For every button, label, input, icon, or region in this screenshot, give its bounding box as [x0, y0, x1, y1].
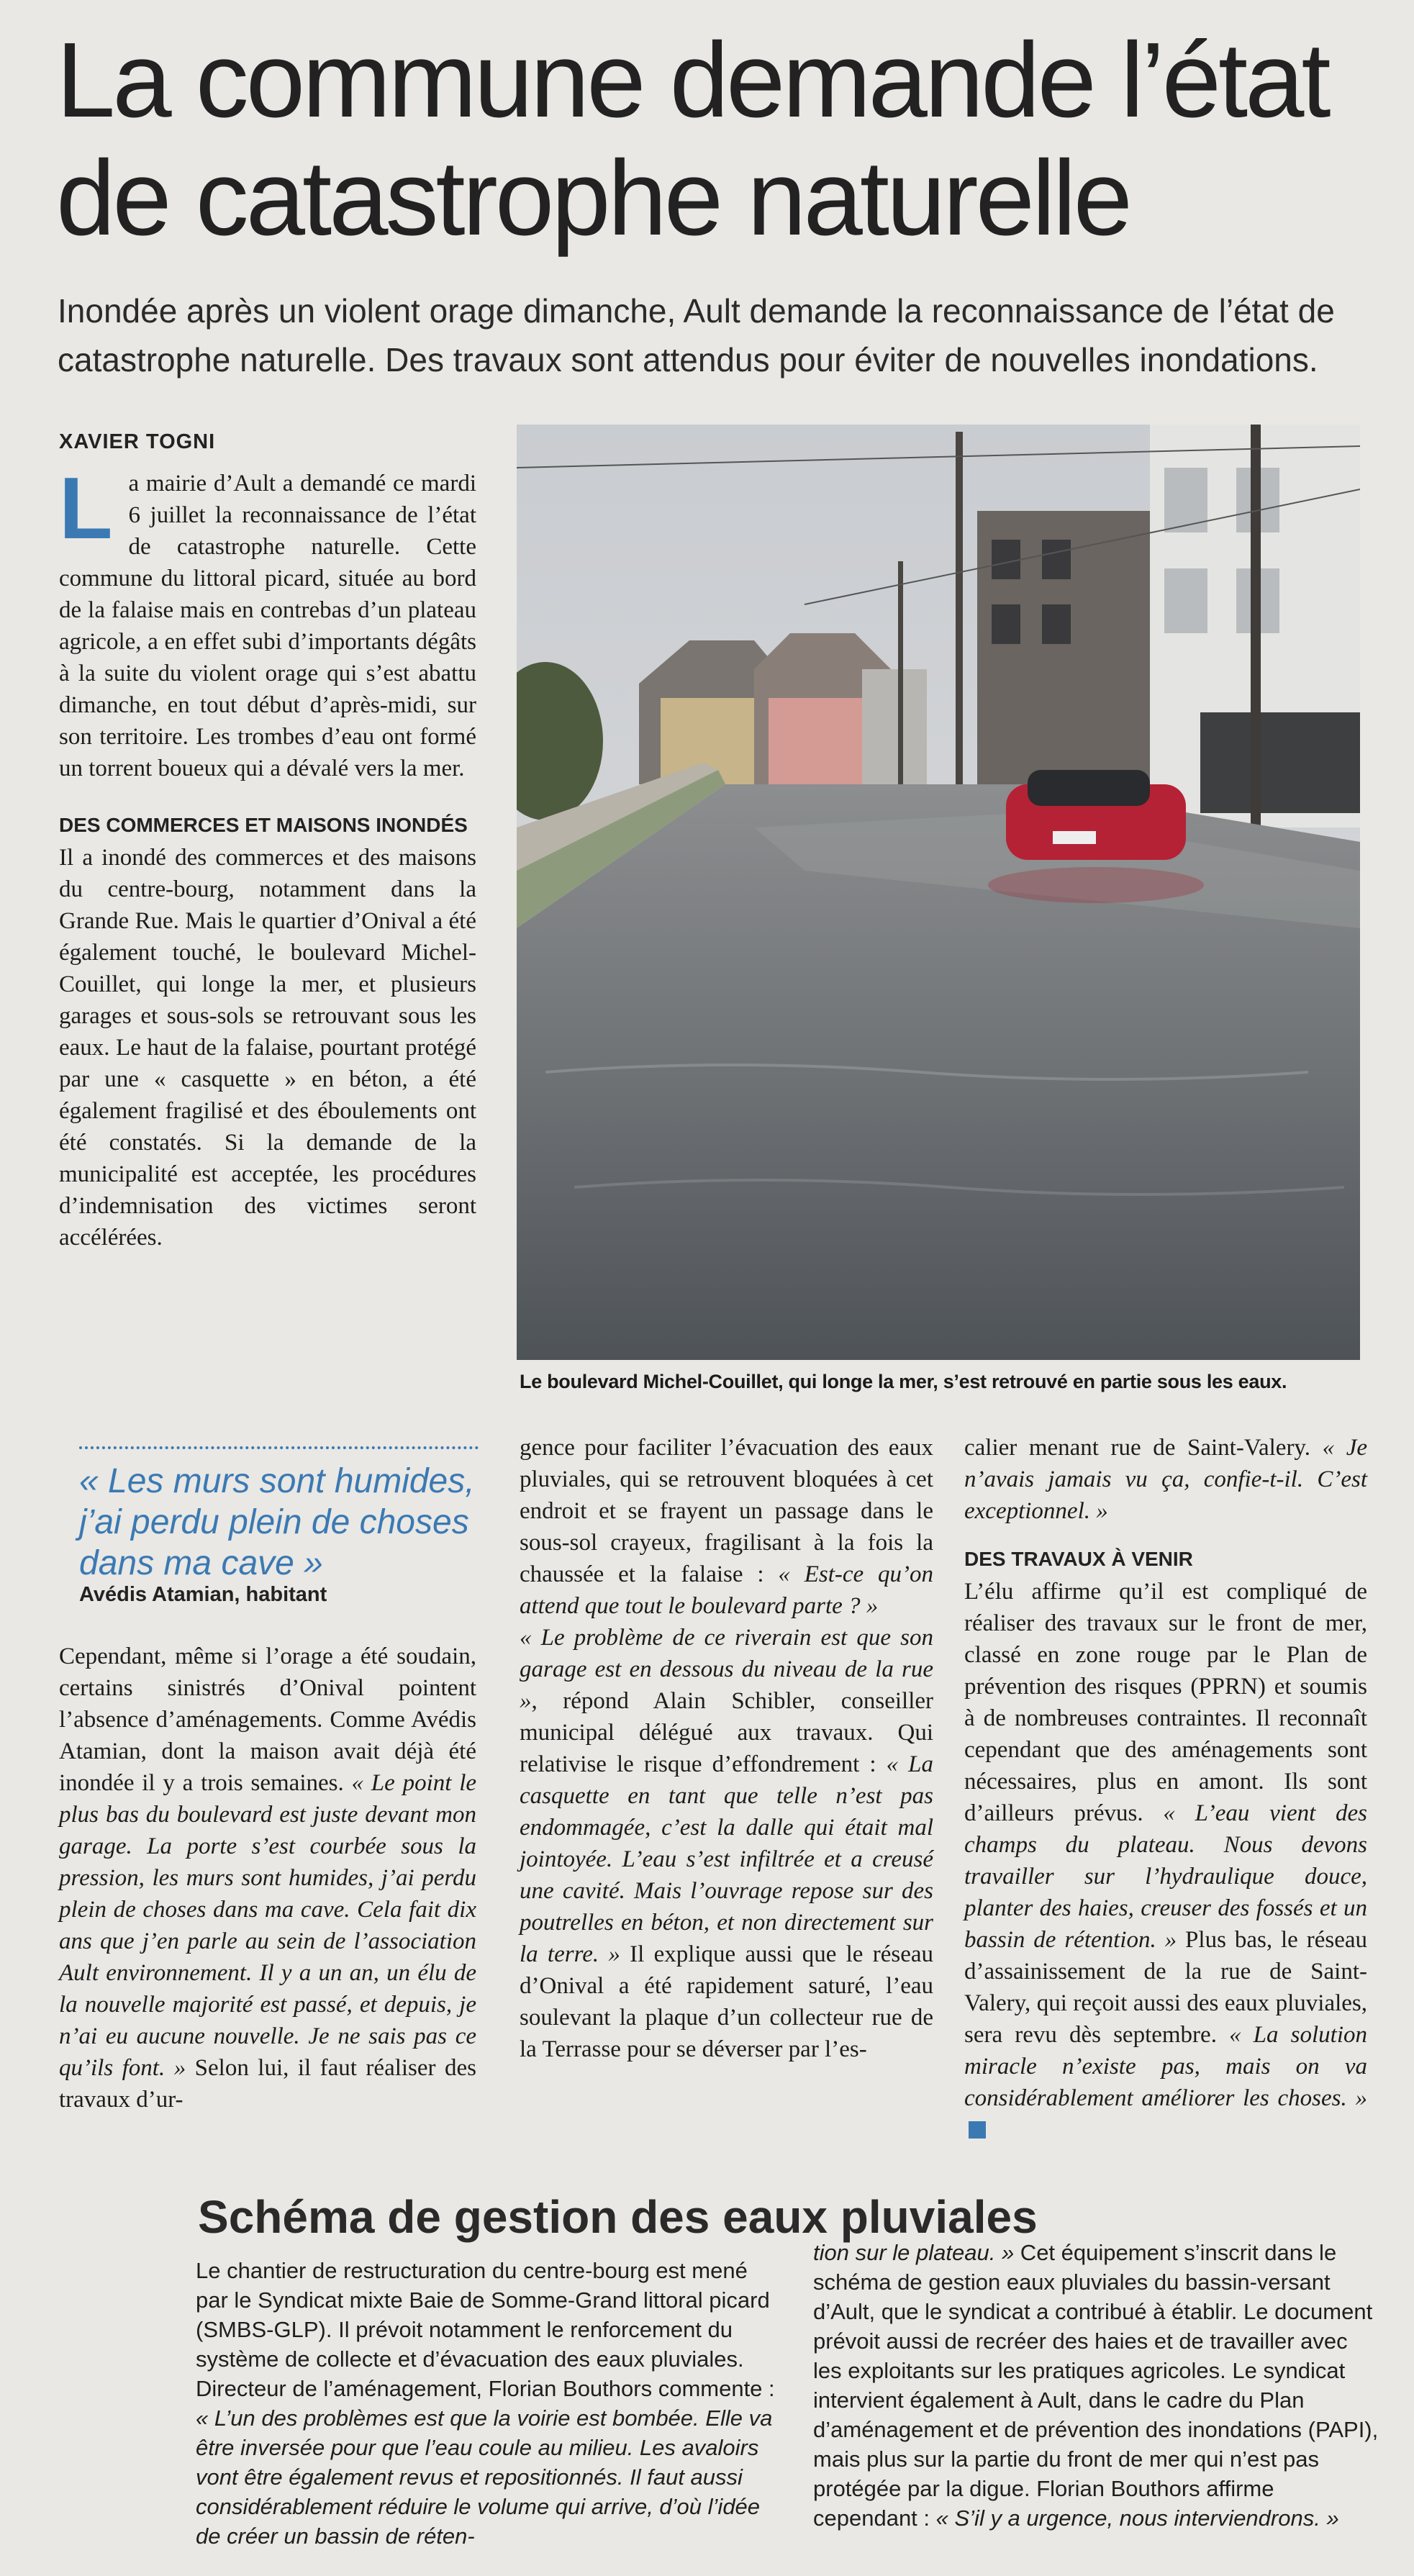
byline: XAVIER TOGNI [59, 430, 216, 453]
body-paragraph [59, 1641, 476, 2115]
quote-run: « Le problème de ce riverain est que son garage est en dessous du niveau de la rue » [520, 1625, 933, 1714]
body-paragraph: Il a inondé des commerces et des maisons du centre-bourg, notamment dans la Grande Rue. Mais le quartier d’Onival a été également touché, le boulevard Michel-Couillet, qui longe la mer, et plusieurs garages et sous-sols se retrouvant sous les eaux. Le haut de la falaise, pourtant protégé par une « casquette » en béton, a été également fragilisé et des éboulements ont été constatés. Si la demande de la municipalité est acceptée, les procédures d’indemnisation des victimes seront accélérées. [59, 845, 476, 1251]
flooded-street-photo [517, 425, 1360, 1360]
pull-quote-author: Avédis Atamian, habitant [79, 1583, 327, 1606]
end-of-article-square-icon [969, 2121, 986, 2139]
body-paragraph [520, 1622, 933, 2065]
box-column-2 [813, 2238, 1382, 2533]
text-run: , répond Alain Schibler, conseiller municipal délégué aux travaux. Qui relativise le risque d’effondrement : [520, 1688, 933, 1777]
text-run: Le chantier de restructuration du centre-bourg est mené par le Syndicat mixte Baie de Somme-Grand littoral picard (SMBS-GLP). Il prévoit notamment le renforcement du système de collecte et d’évacuation des eaux pluviales. Directeur de l’aménagement, Florian Bouthors commente : [196, 2258, 775, 2401]
quote-run: « L’un des problèmes est que la voirie est bombée. Elle va être inversée pour que l’eau coule au milieu. Les avaloirs vont être également revus et repositionnés. Il faut aussi considérablement réduire le volume qui arrive, d’où l’idée de créer un bassin de réten- [196, 2405, 773, 2549]
headline: La commune demande l’état de catastrophe naturelle [56, 21, 1328, 258]
quote-run: « Est-ce qu’on attend que tout le boulevard parte ? » [520, 1561, 933, 1619]
article-column-1-continued [59, 1641, 476, 2115]
lede-paragraph: La mairie d’Ault a demandé ce mardi 6 juillet la reconnaissance de l’état de catastrophe naturelle. Cette commune du littoral picard, située au bord de la falaise mais en contrebas d’un plateau agricole, a en effet subi d’importants dégâts à la suite du violent orage qui s’est abattu dimanche, en tout début d’après-midi, sur son territoire. Les trombes d’eau ont formé un torrent boueux qui a dévalé vers la mer. [59, 459, 476, 781]
quote-run: « La casquette en tant que telle n’est pas endommagée, c’est la dalle qui était mal jointoyée. L’eau s’est infiltrée et a creusé une cavité. Mais l’ouvrage repose sur des poutrelles en béton, et non directement sur la terre. » [520, 1751, 934, 1967]
box-column-1 [196, 2256, 779, 2551]
text-run: Cet équipement s’inscrit dans le schéma de gestion eaux pluviales du bassin-versant d’Ault, que le syndicat a contribué à établir. Le document prévoit aussi de recréer des haies et de travailler avec les exploitants sur les pratiques agricoles. Le syndicat intervient également à Ault, dans le cadre du Plan d’aménagement et de prévention des inondations (PAPI), mais plus sur la partie du front de mer qui n’est pas protégée par la digue. Florian Bouthors affirme cependant : [813, 2240, 1379, 2531]
text-run: L’élu affirme qu’il est compliqué de réaliser des travaux sur le front de mer, classé en zone rouge par le Plan de prévention des risques (PPRN) et soumis à de nombreuses contraintes. Il reconnaît cependant que des aménagements sont nécessaires, plus en amont. Ils sont d’ailleurs prévus. [964, 1579, 1367, 1826]
subhead-commerces: DES COMMERCES ET MAISONS INONDÉS [59, 814, 468, 836]
body-paragraph [964, 1576, 1367, 2146]
text-run: calier menant rue de Saint-Valery. [964, 1435, 1323, 1461]
quote-run: « La solution miracle n’existe pas, mais on va considérablement améliorer les choses. » [964, 2022, 1367, 2111]
quote-run: « Le point le plus bas du boulevard est juste devant mon garage. La porte s’est courbée sous la pression, les murs sont humides, j’ai perdu plein de choses dans ma cave. Cela fait dix ans que j’en parle au sein de l’association Ault environnement. Il y a un an, un élu de la nouvelle majorité est passé, et depuis, je n’ai eu aucune nouvelle. Je ne sais pas ce qu’ils font. » [59, 1770, 477, 2081]
text-run: gence pour faciliter l’évacuation des eaux pluviales, qui se retrouvent bloquées à cet endroit et se frayent un passage dans le sous-sol crayeux, fragilisant à la fois la chaussée et la falaise : [520, 1435, 933, 1587]
body-paragraph [964, 1432, 1367, 1527]
box-paragraph [813, 2238, 1382, 2533]
quote-run: tion sur le plateau. » [813, 2240, 1015, 2265]
standfirst: Inondée après un violent orage dimanche, Ault demande la reconnaissance de l’état de catastrophe naturelle. Des travaux sont attendus pour éviter de nouvelles inondations. [58, 292, 1335, 378]
body-paragraph [520, 1432, 933, 1622]
quote-run: « S’il y a urgence, nous interviendrons. » [935, 2505, 1339, 2531]
article-column-2 [520, 1432, 933, 2065]
article-column-3 [964, 1432, 1367, 2146]
text-run: Cependant, même si l’orage a été soudain, certains sinistrés d’Onival pointent l’absence d’aménagements. Comme Avédis Atamian, dont la maison avait déjà été inondée il y a trois semaines. [59, 1643, 476, 1796]
quote-run: « L’eau vient des champs du plateau. Nous devons travailler sur l’hydraulique douce, planter des haies, creuser des fossés et un bassin de rétention. » [964, 1800, 1367, 1953]
box-paragraph [196, 2256, 779, 2551]
text-run: Selon lui, il faut réaliser des travaux d’ur- [59, 2055, 476, 2113]
article-column-1 [59, 459, 476, 1253]
quote-run: « Je n’avais jamais vu ça, confie-t-il. C’est exceptionnel. » [964, 1435, 1367, 1524]
pull-quote: « Les murs sont humides, j’ai perdu plein de choses dans ma cave » [79, 1462, 475, 1582]
pull-quote-divider [79, 1446, 479, 1449]
box-title: Schéma de gestion des eaux pluviales [198, 2191, 1038, 2243]
photo-caption: Le boulevard Michel-Couillet, qui longe la mer, s’est retrouvé en partie sous les eaux. [520, 1371, 1287, 1392]
text-run: Il explique aussi que le réseau d’Onival a été rapidement saturé, l’eau soulevant la plaque d’un collecteur rue de la Terrasse pour se déverser par l’es- [520, 1941, 933, 2062]
subhead-travaux: DES TRAVAUX À VENIR [964, 1548, 1193, 1570]
text-run: Plus bas, le réseau d’assainissement de la rue de Saint-Valery, qui reçoit aussi des eaux pluviales, sera revu dès septembre. [964, 1927, 1367, 2048]
